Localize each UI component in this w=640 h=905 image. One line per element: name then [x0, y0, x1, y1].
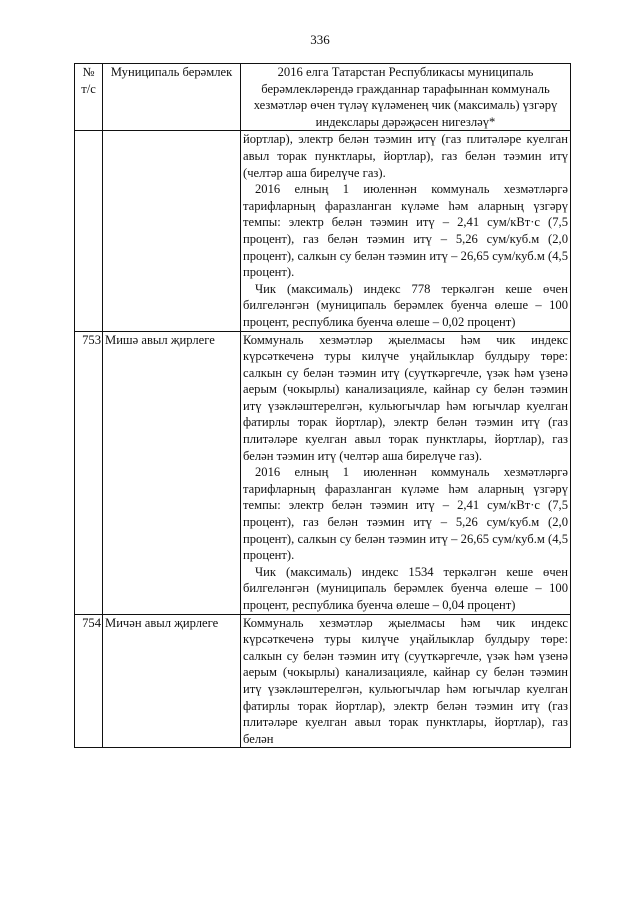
description-paragraph: 2016 елның 1 июленнән коммуналь хезмәтләргә тарифларның фаразланган күләме һәм аларның үзгәрү темпы: электр белән тәэмин итү – 2,41 сум/кВт·с (7,5 процент), газ белән тәэмин итү – 5,26 сум/куб.м (2,0 процент), салкын су белән тәэмин итү – 26,65 сум/куб.м (4,5 процент).	[243, 182, 568, 280]
description-paragraph: Чик (максималь) индекс 1534 теркәлгән кеше өчен билгеләнгән (муниципаль берәмлек буенча өлеше – 100 процент, республика буенча өлеше – 0,04 процент)	[243, 564, 568, 612]
header-description: 2016 елга Татарстан Республикасы муниципаль берәмлекләрендә гражданнар тарафыннан коммуналь хезмәтләр өчен түләү күләменең чик (максималь) үзгәрү индекслары дәрәҗәсен нигезләү*	[241, 64, 571, 131]
table-row	[75, 131, 571, 331]
row-description	[241, 614, 571, 748]
table-row	[75, 614, 571, 748]
header-municipality: Муниципаль берәмлек	[103, 64, 241, 131]
table-body	[75, 131, 571, 748]
row-municipality: Мишә авыл җирлеге	[103, 331, 241, 614]
row-number: 753	[75, 331, 103, 614]
row-municipality	[103, 131, 241, 331]
row-description	[241, 331, 571, 614]
description-paragraph: Коммуналь хезмәтләр җыелмасы һәм чик индекс күрсәткеченә туры килүче уңайлыклар булдыру төре: салкын су белән тәэмин итү (суүткәргечле, үзәк һәм үзенә аерым (чокырлы) канализацияле, кайнар су белән тәэмин итү үзәкләштерелгән, кульюгычлар һәм югычлар куелган фатирлы торак йортлар), электр белән тәэмин итү (газ плитәләре куелган авыл торак пунктлары, йортлар), газ белән тәэмин итү (челтәр аша бирелүче газ).	[243, 332, 568, 463]
row-number	[75, 131, 103, 331]
header-number: № т/с	[75, 64, 103, 131]
page-number: 336	[310, 32, 330, 47]
description-paragraph: 2016 елның 1 июленнән коммуналь хезмәтләргә тарифларның фаразланган күләме һәм аларның үзгәрү темпы: электр белән тәэмин итү – 2,41 сум/кВт·с (7,5 процент), газ белән тәэмин итү – 5,26 сум/куб.м (2,0 процент), салкын су белән тәэмин итү – 26,65 сум/куб.м (4,5 процент).	[243, 465, 568, 563]
row-number: 754	[75, 614, 103, 748]
description-paragraph: Чик (максималь) индекс 778 теркәлгән кеше өчен билгеләнгән (муниципаль берәмлек буенча өлеше – 100 процент, республика буенча өлеше – 0,02 процент)	[243, 281, 568, 329]
row-description	[241, 131, 571, 331]
table-header	[75, 64, 571, 131]
municipal-index-table	[74, 63, 571, 748]
table-row	[75, 331, 571, 614]
header-row	[75, 64, 571, 131]
description-paragraph: йортлар), электр белән тәэмин итү (газ плитәләре куелган авыл торак пунктлары, йортлар), газ белән тәэмин итү (челтәр аша бирелүче газ).	[243, 132, 568, 180]
description-paragraph: Коммуналь хезмәтләр җыелмасы һәм чик индекс күрсәткеченә туры килүче уңайлыклар булдыру төре: салкын су белән тәэмин итү (суүткәргечле, үзәк һәм үзенә аерым (чокырлы) канализацияле, кайнар су белән тәэмин итү үзәкләштерелгән, кульюгычлар һәм югычлар куелган фатирлы торак йортлар), электр белән тәэмин итү (газ плитәләре куелган авыл торак пунктлары, йортлар), газ белән	[243, 615, 568, 746]
row-municipality: Мичән авыл җирлеге	[103, 614, 241, 748]
